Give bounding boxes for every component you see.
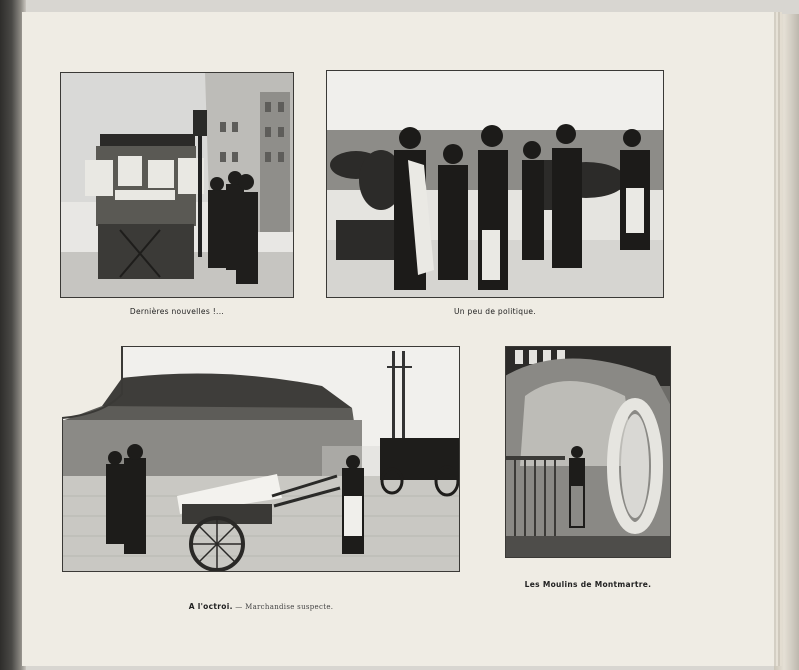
- caption-photo3-lead: A l'octroi.: [188, 602, 233, 611]
- photo-newspaper-kiosk: [60, 72, 294, 298]
- photo-politics-crowd: [326, 70, 664, 298]
- caption-photo2: Un peu de politique.: [454, 307, 536, 316]
- page-edges: [774, 14, 799, 670]
- photo-octroi-cart: [62, 346, 460, 572]
- caption-photo3-rest: — Marchandise suspecte.: [232, 603, 334, 611]
- caption-photo4: Les Moulins de Montmartre.: [524, 580, 652, 589]
- photo-moulins-montmartre: [505, 346, 671, 558]
- caption-photo3: [62, 602, 460, 611]
- caption-photo1: Dernières nouvelles !...: [129, 307, 225, 316]
